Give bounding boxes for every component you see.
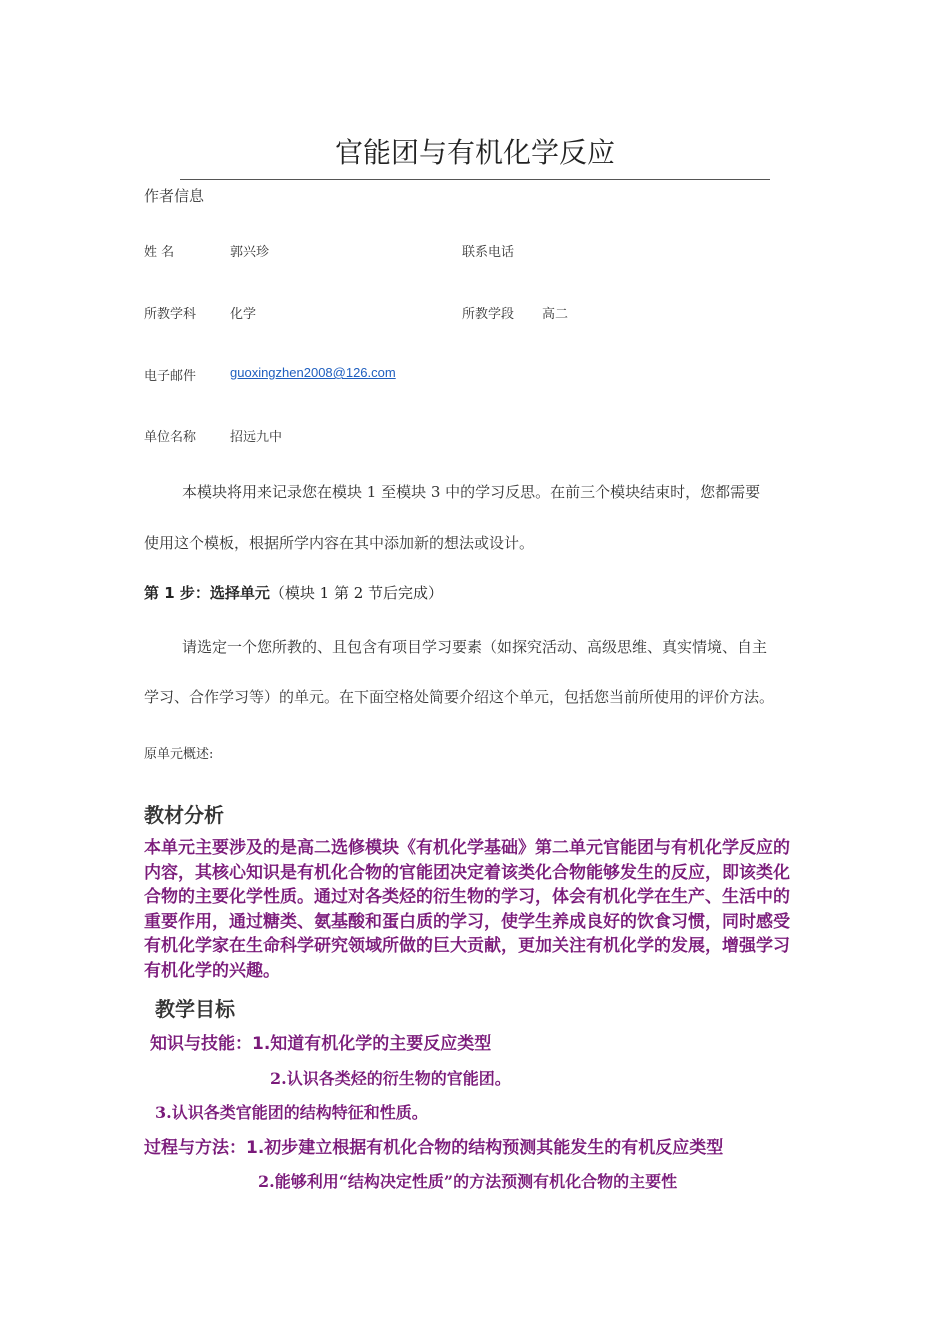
author-info-heading: 作者信息 <box>144 187 205 205</box>
unit-value: 招远九中 <box>230 430 283 445</box>
process-method-line-2: 2.能够利用“结构决定性质”的方法预测有机化合物的主要性 <box>258 1172 678 1191</box>
knowledge-skills-line-1: 知识与技能：1.知道有机化学的主要反应类型 <box>150 1034 492 1054</box>
step1-heading <box>144 582 443 603</box>
title-divider <box>180 179 770 180</box>
overview-label: 原单元概述: <box>144 747 214 762</box>
grade-label: 所教学段 <box>462 307 515 322</box>
subject-label: 所教学科 <box>144 307 197 322</box>
email-link[interactable]: guoxingzhen2008@126.com <box>230 365 396 380</box>
email-label: 电子邮件 <box>144 369 197 384</box>
process-method-line-1: 过程与方法：1.初步建立根据有机化合物的结构预测其能发生的有机反应类型 <box>144 1138 724 1158</box>
step1-heading-bold: 第 1 步：选择单元 <box>144 584 270 602</box>
step1-line-2: 学习、合作学习等）的单元。在下面空格处简要介绍这个单元，包括您当前所使用的评价方法。 <box>144 688 775 706</box>
subject-value: 化学 <box>230 307 257 322</box>
knowledge-skills-line-2: 2.认识各类烃的衍生物的官能团。 <box>270 1069 511 1088</box>
intro-line-2: 使用这个模板，根据所学内容在其中添加新的想法或设计。 <box>144 534 535 552</box>
step1-line-1: 请选定一个您所教的、且包含有项目学习要素（如探究活动、高级思维、真实情境、自主 <box>182 638 768 656</box>
phone-label: 联系电话 <box>462 245 515 260</box>
name-label: 姓 名 <box>144 245 175 260</box>
knowledge-skills-line-3: 3.认识各类官能团的结构特征和性质。 <box>155 1103 428 1122</box>
intro-line-1: 本模块将用来记录您在模块 1 至模块 3 中的学习反思。在前三个模块结束时，您都需要 <box>182 483 761 501</box>
analysis-body: 本单元主要涉及的是高二选修模块《有机化学基础》第二单元官能团与有机化学反应的内容，其核心知识是有机化合物的官能团决定着该类化合物能够发生的反应，即该类化合物的主要化学性质。通过对各类烃的衍生物的学习，体会有机化学在生产、生活中的重要作用，通过糖类、氨基酸和蛋白质的学习，使学生养成良好的饮食习惯，同时感受有机化学家在生命科学研究领域所做的巨大贡献，更加关注有机化学的发展，增强学习有机化学的兴趣。 <box>144 838 790 981</box>
step1-heading-note: （模块 1 第 2 节后完成） <box>269 584 444 602</box>
page-title: 官能团与有机化学反应 <box>334 136 615 169</box>
analysis-heading: 教材分析 <box>144 803 224 827</box>
objectives-heading: 教学目标 <box>155 997 235 1021</box>
name-value: 郭兴珍 <box>230 245 270 260</box>
grade-value: 高二 <box>542 307 569 322</box>
unit-label: 单位名称 <box>144 430 197 445</box>
